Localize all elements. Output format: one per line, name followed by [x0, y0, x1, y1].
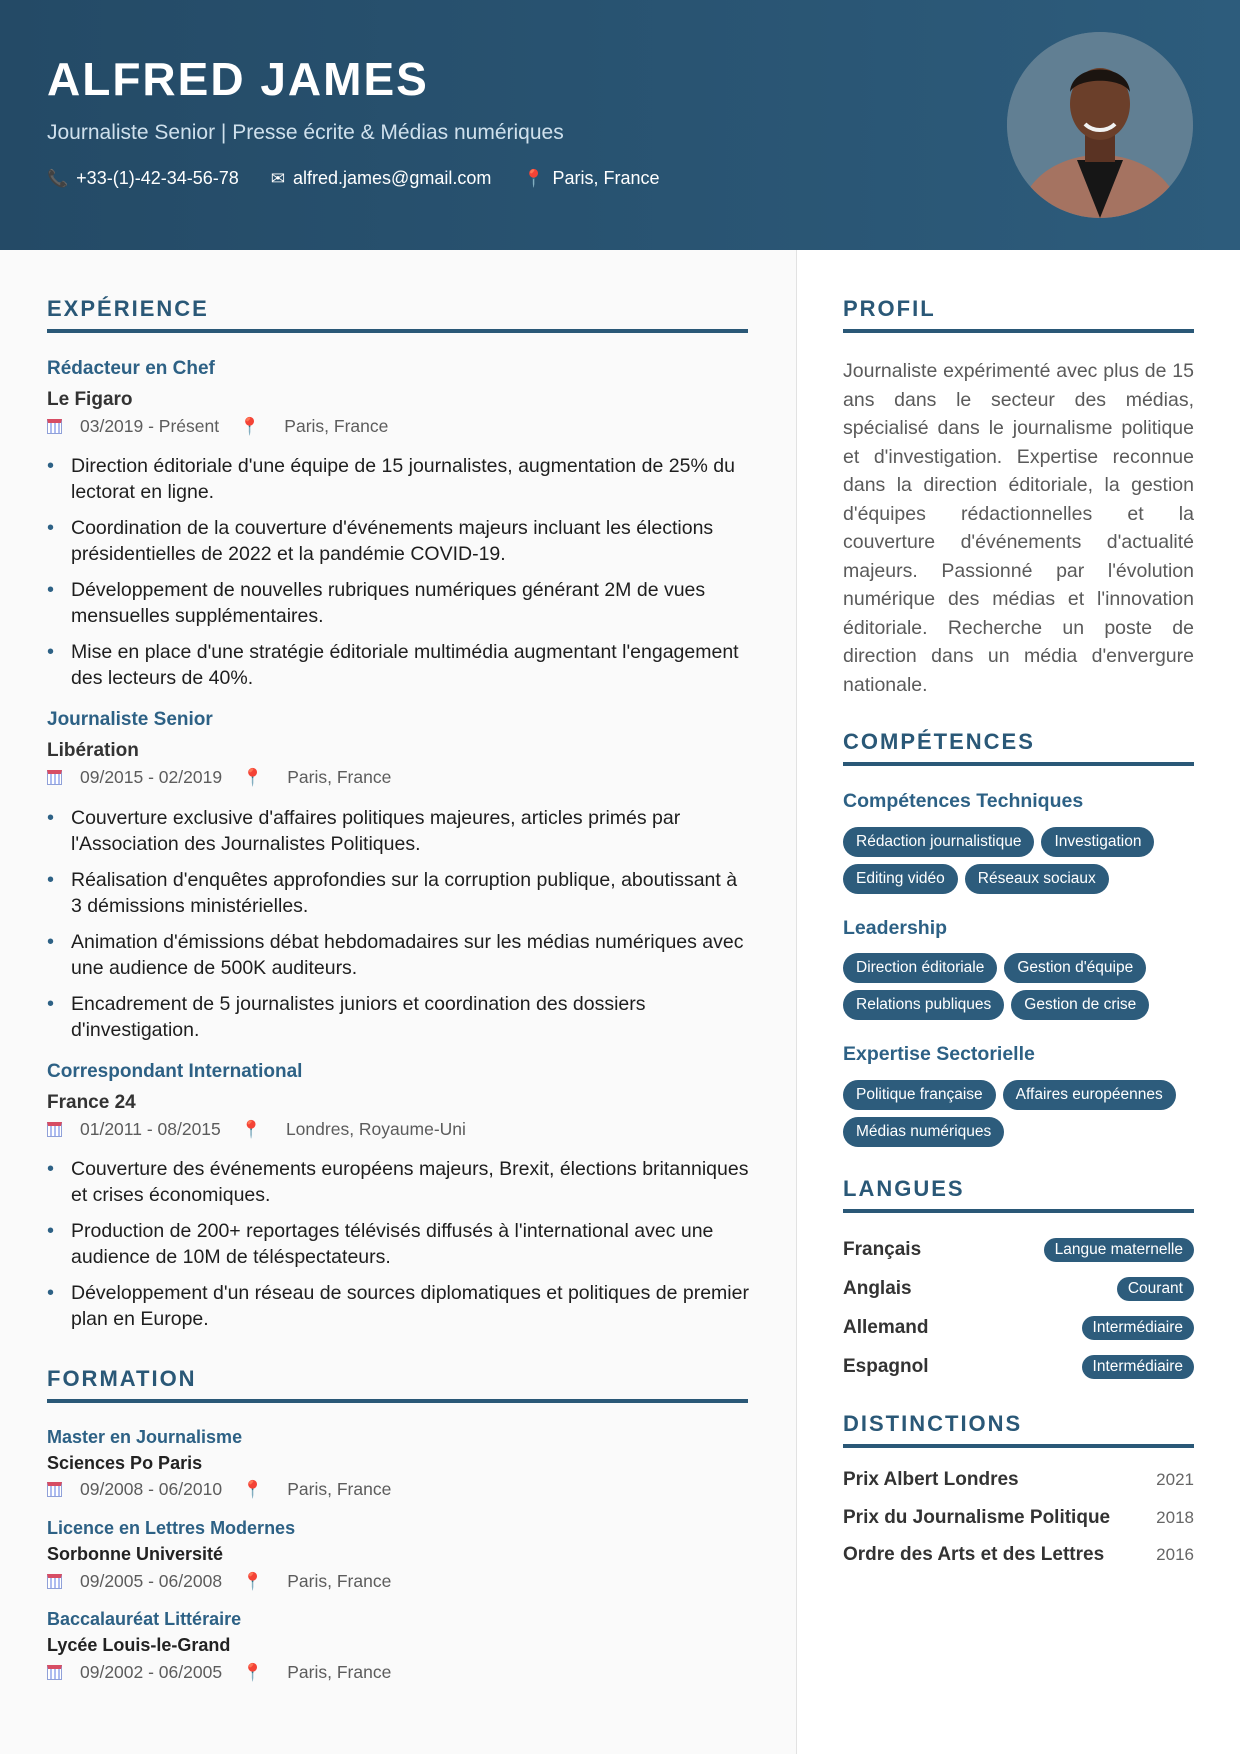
email-text[interactable]: alfred.james@gmail.com	[293, 168, 492, 188]
bullet-item: • Mise en place d'une stratégie éditoriale multimédia augmentant l'engagement des lecteurs de 40%.	[47, 639, 752, 691]
skill-chip: Réseaux sociaux	[965, 864, 1109, 894]
education-meta	[47, 1571, 391, 1592]
contact-bar	[47, 168, 692, 189]
job-location: Londres, Royaume-Uni	[285, 1119, 466, 1139]
education-location: Paris, France	[287, 1479, 392, 1499]
job-dates: 03/2019 - Présent	[80, 416, 220, 436]
job-meta	[47, 416, 388, 437]
school-name: Sciences Po Paris	[47, 1453, 203, 1473]
bullet-item: • Production de 200+ reportages télévisés diffusés à l'international avec une audience de 10M de téléspectateurs.	[47, 1218, 752, 1270]
contact-email[interactable]	[271, 168, 492, 189]
section-divider	[843, 1444, 1194, 1448]
candidate-subtitle: Journaliste Senior | Presse écrite & Médias numériques	[47, 121, 564, 144]
job-dates: 09/2015 - 02/2019	[80, 767, 223, 787]
award-name: Prix du Journalisme Politique	[843, 1507, 1111, 1528]
calendar-icon	[47, 1122, 62, 1137]
skill-chip: Gestion de crise	[1011, 990, 1149, 1020]
award-year: 2021	[1156, 1470, 1194, 1489]
bullet-item: • Coordination de la couverture d'événements majeurs incluant les élections présidentielles de 2022 et la pandémie COVID-19.	[47, 515, 752, 567]
awards-section-title: DISTINCTIONS	[843, 1411, 1023, 1436]
language-row	[843, 1355, 1194, 1379]
award-year: 2016	[1156, 1545, 1194, 1564]
job-title: Correspondant International	[47, 1061, 303, 1082]
education-section-title: FORMATION	[47, 1366, 197, 1391]
language-level-badge: Courant	[1117, 1277, 1194, 1301]
job-location: Paris, France	[284, 416, 389, 436]
education-dates: 09/2005 - 06/2008	[80, 1571, 223, 1591]
job-bullets	[47, 1156, 752, 1342]
language-name: Espagnol	[843, 1356, 929, 1377]
skill-chip: Médias numériques	[843, 1117, 1004, 1147]
envelope-icon: ✉	[270, 168, 286, 188]
language-row	[843, 1316, 1194, 1340]
calendar-icon	[47, 1665, 62, 1680]
bullet-item: • Encadrement de 5 journalistes juniors et coordination des dossiers d'investigation.	[47, 991, 752, 1043]
candidate-name: ALFRED JAMES	[47, 53, 429, 105]
degree-title: Master en Journalisme	[47, 1427, 243, 1447]
skill-chips	[843, 1080, 1203, 1154]
skill-chip: Relations publiques	[843, 990, 1004, 1020]
degree-title: Baccalauréat Littéraire	[47, 1609, 242, 1629]
section-divider	[47, 1399, 748, 1403]
school-name: Sorbonne Université	[47, 1544, 224, 1564]
skill-chip: Direction éditoriale	[843, 953, 997, 983]
avatar-illustration	[1007, 32, 1193, 218]
language-name: Anglais	[843, 1278, 912, 1299]
award-name: Ordre des Arts et des Lettres	[843, 1544, 1105, 1565]
calendar-icon	[47, 770, 62, 785]
skill-chip: Politique française	[843, 1080, 996, 1110]
skill-chip: Investigation	[1041, 827, 1154, 857]
skill-group-title: Expertise Sectorielle	[843, 1043, 1035, 1065]
location-pin-icon: 📍	[240, 1119, 262, 1139]
location-pin-icon: 📍	[242, 1479, 264, 1499]
location-pin-icon: 📍	[242, 1571, 264, 1591]
education-meta	[47, 1479, 391, 1500]
job-meta	[47, 767, 391, 788]
bullet-item: • Couverture exclusive d'affaires politiques majeures, articles primés par l'Association des Journalistes Politiques.	[47, 805, 752, 857]
section-divider	[843, 1209, 1194, 1213]
section-divider	[843, 329, 1194, 333]
profile-summary: Journaliste expérimenté avec plus de 15 ans dans le secteur des médias, spécialisé dans le journalisme politique et d'investigation. Expertise reconnue dans la direction éditoriale, la gestion d'équipes rédactionnelles et la couverture d'événements d'actualité majeurs. Passionné par l'évolution numérique des médias et l'innovation éditoriale. Recherche un poste de direction dans un média d'envergure nationale.	[843, 360, 1194, 696]
job-title: Rédacteur en Chef	[47, 358, 215, 379]
education-dates: 09/2002 - 06/2005	[80, 1662, 223, 1682]
skill-chip: Affaires européennes	[1003, 1080, 1176, 1110]
section-divider	[47, 329, 748, 333]
skill-chips	[843, 827, 1203, 901]
language-row	[843, 1277, 1194, 1301]
job-title: Journaliste Senior	[47, 709, 213, 730]
skill-chip: Editing vidéo	[843, 864, 958, 894]
experience-section-title: EXPÉRIENCE	[47, 296, 209, 321]
language-row	[843, 1238, 1194, 1262]
location-text: Paris, France	[552, 168, 660, 188]
sidebar-column	[797, 250, 1240, 1754]
skill-group-title: Compétences Techniques	[843, 790, 1084, 812]
contact-phone	[47, 168, 239, 189]
calendar-icon	[47, 1482, 62, 1497]
phone-icon: 📞	[47, 168, 69, 188]
skill-chip: Rédaction journalistique	[843, 827, 1034, 857]
job-bullets	[47, 805, 752, 1053]
award-row	[843, 1469, 1194, 1491]
skill-group-title: Leadership	[843, 917, 948, 939]
bullet-item: • Couverture des événements européens majeurs, Brexit, élections britanniques et crises économiques.	[47, 1156, 752, 1208]
education-dates: 09/2008 - 06/2010	[80, 1479, 223, 1499]
job-bullets	[47, 453, 752, 701]
calendar-icon	[47, 419, 62, 434]
bullet-item: • Développement d'un réseau de sources diplomatiques et politiques de premier plan en Europe.	[47, 1280, 752, 1332]
location-pin-icon: 📍	[242, 1662, 264, 1682]
education-meta	[47, 1662, 391, 1683]
location-pin-icon: 📍	[242, 767, 264, 787]
skill-chips	[843, 953, 1203, 1027]
bullet-item: • Direction éditoriale d'une équipe de 15 journalistes, augmentation de 25% du lectorat en ligne.	[47, 453, 752, 505]
location-pin-icon: 📍	[523, 168, 545, 188]
job-dates: 01/2011 - 08/2015	[80, 1119, 221, 1139]
language-level-badge: Intermédiaire	[1082, 1355, 1194, 1379]
bullet-item: • Développement de nouvelles rubriques numériques générant 2M de vues mensuelles supplémentaires.	[47, 577, 752, 629]
profile-section-title: PROFIL	[843, 296, 936, 321]
job-organization: Libération	[47, 740, 139, 761]
language-level-badge: Intermédiaire	[1082, 1316, 1194, 1340]
main-column	[0, 250, 797, 1754]
education-location: Paris, France	[287, 1662, 392, 1682]
job-organization: France 24	[47, 1092, 136, 1113]
award-row	[843, 1507, 1194, 1529]
calendar-icon	[47, 1574, 62, 1589]
section-divider	[843, 762, 1194, 766]
award-name: Prix Albert Londres	[843, 1469, 1019, 1490]
languages-section-title: LANGUES	[843, 1176, 965, 1201]
job-organization: Le Figaro	[47, 389, 133, 410]
resume-header	[0, 0, 1240, 250]
school-name: Lycée Louis-le-Grand	[47, 1635, 231, 1655]
language-level-badge: Langue maternelle	[1044, 1238, 1194, 1262]
award-year: 2018	[1156, 1508, 1194, 1527]
bullet-item: • Animation d'émissions débat hebdomadaires sur les médias numériques avec une audience de 500K auditeurs.	[47, 929, 752, 981]
education-location: Paris, France	[287, 1571, 392, 1591]
language-name: Allemand	[843, 1317, 929, 1338]
award-row	[843, 1544, 1194, 1566]
phone-text: +33-(1)-42-34-56-78	[76, 168, 239, 188]
bullet-item: • Réalisation d'enquêtes approfondies sur la corruption publique, aboutissant à 3 démissions ministérielles.	[47, 867, 752, 919]
contact-location	[523, 168, 659, 189]
degree-title: Licence en Lettres Modernes	[47, 1518, 296, 1538]
language-name: Français	[843, 1239, 922, 1260]
job-meta	[47, 1119, 466, 1140]
skills-section-title: COMPÉTENCES	[843, 729, 1035, 754]
skill-chip: Gestion d'équipe	[1004, 953, 1146, 983]
profile-photo	[1007, 32, 1193, 218]
location-pin-icon: 📍	[239, 416, 261, 436]
job-location: Paris, France	[287, 767, 392, 787]
